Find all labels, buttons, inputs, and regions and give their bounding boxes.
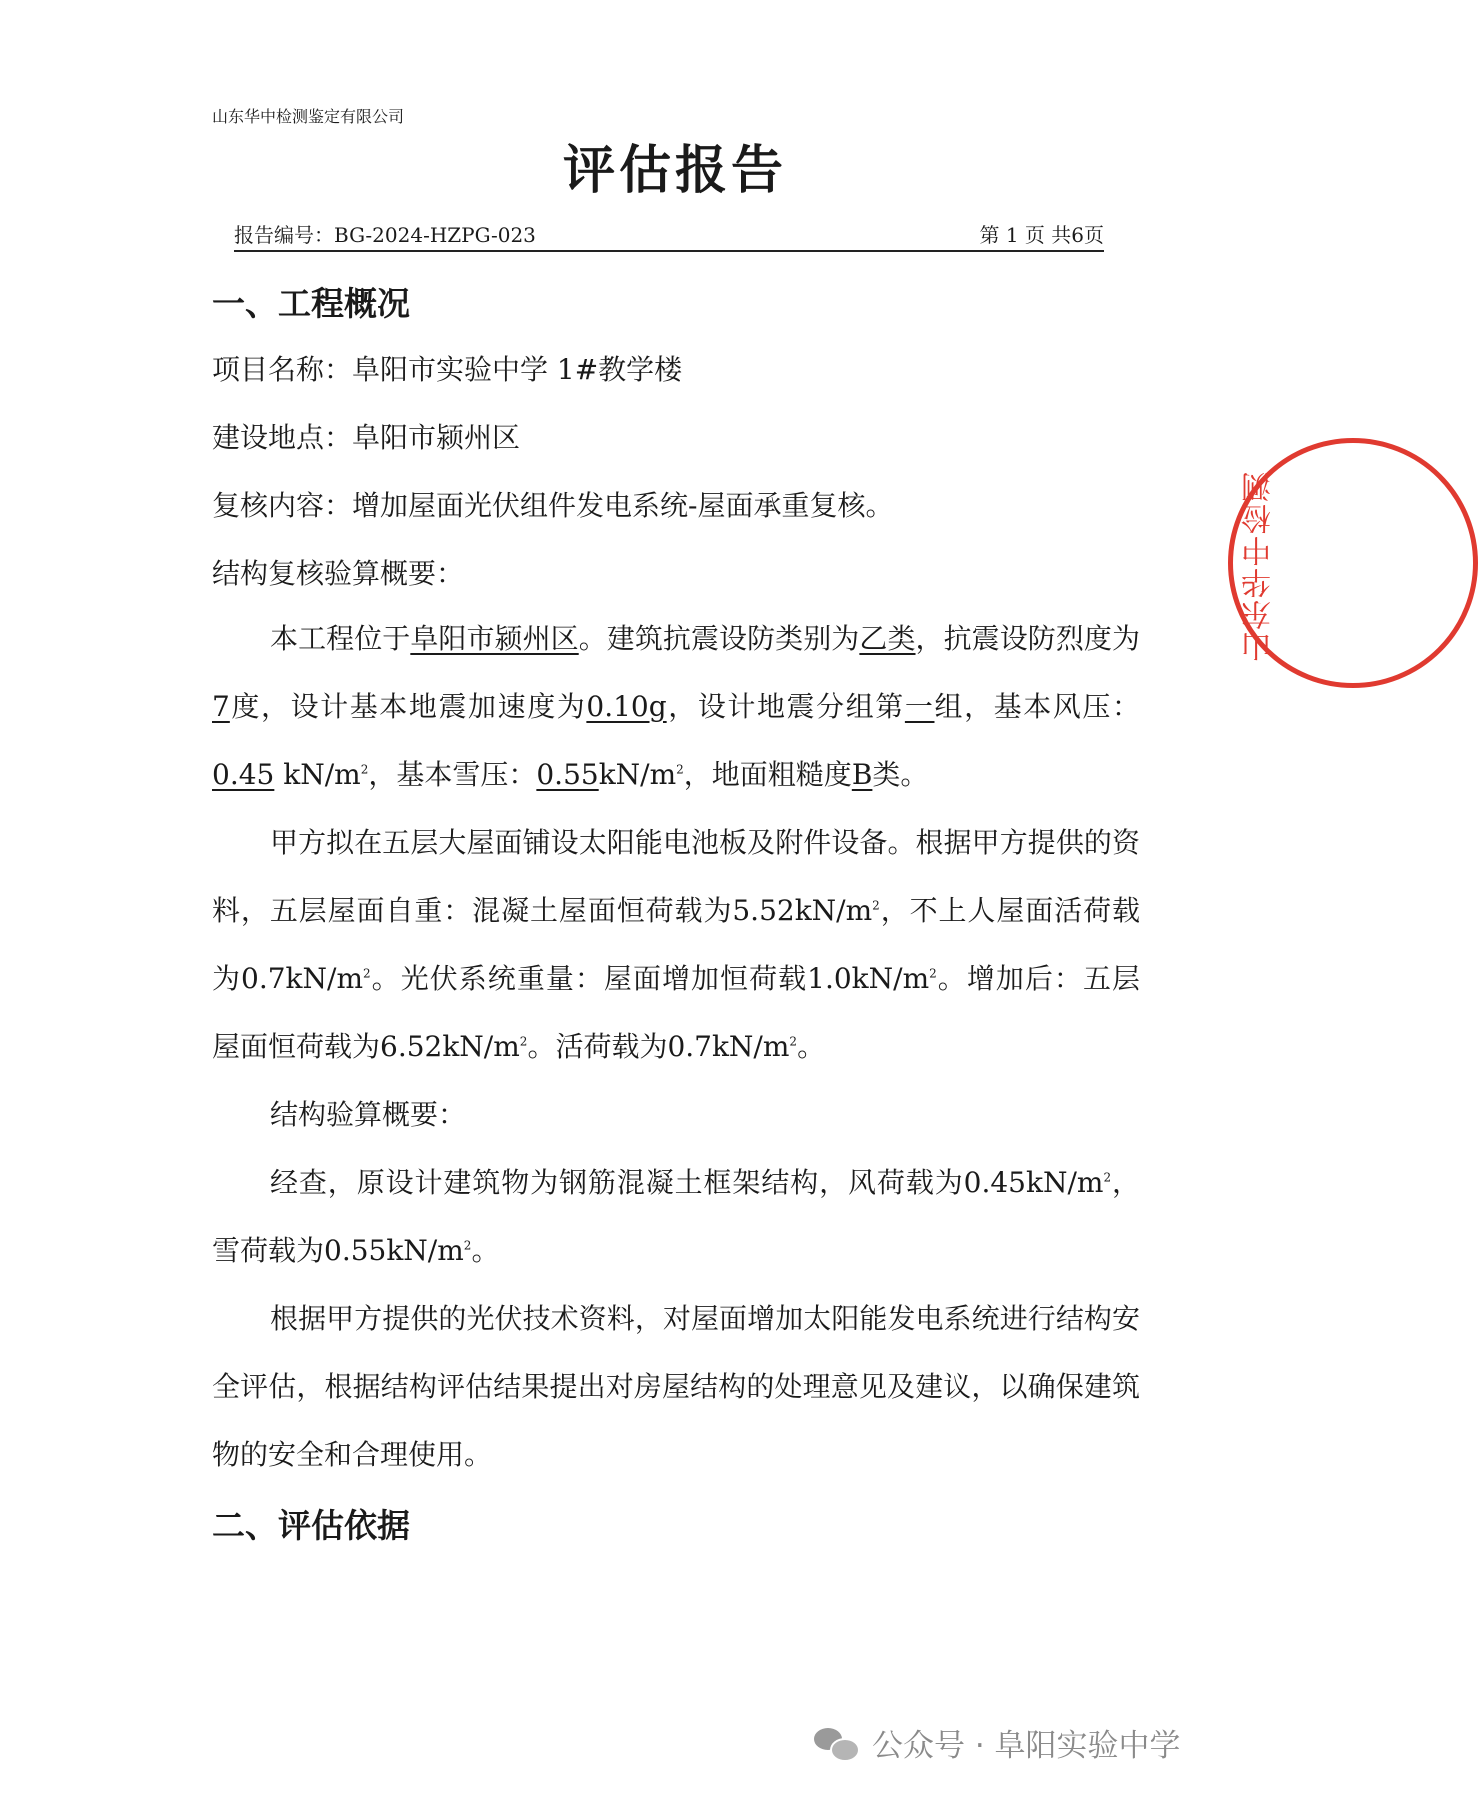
text: 。活荷载为0.7kN/m — [527, 1030, 790, 1063]
text: ，雪荷载为0.55kN/m — [212, 1166, 1140, 1267]
superscript: 2 — [789, 1034, 798, 1049]
underlined-value: 阜阳市颍州区 — [410, 622, 579, 655]
text: ，不上人屋面活荷载为0.7kN/m — [212, 894, 1140, 995]
structure-summary-label: 结构复核验算概要： — [212, 557, 465, 590]
text: 类。 — [872, 758, 929, 791]
project-name: 项目名称：阜阳市实验中学 1#教学楼 — [212, 353, 683, 386]
text: kN/m — [598, 758, 677, 791]
text: ，设计地震分组第 — [666, 690, 905, 723]
text: kN/m — [283, 758, 361, 791]
superscript: 2 — [872, 898, 880, 913]
text: 本工程位于 — [270, 622, 411, 655]
underlined-value: B — [851, 758, 873, 791]
section-heading-basis: 二、评估依据 — [212, 1506, 410, 1545]
text: 。建筑抗震设防类别为 — [578, 622, 860, 655]
text: ，地面粗糙度 — [683, 758, 852, 791]
underlined-value: 7 — [212, 690, 230, 723]
report-number: 报告编号：BG-2024-HZPG-023 — [234, 223, 536, 247]
superscript: 2 — [929, 966, 937, 981]
text: ，抗震设防烈度为 — [915, 622, 1140, 655]
superscript: 2 — [360, 762, 369, 777]
text: ，基本雪压： — [368, 758, 537, 791]
superscript: 2 — [363, 966, 371, 981]
text: 。光伏系统重量：屋面增加恒荷载1.0kN/m — [370, 962, 930, 995]
wechat-icon — [814, 1726, 858, 1760]
text: 经查，原设计建筑物为钢筋混凝土框架结构，风荷载为0.45kN/m — [270, 1166, 1104, 1199]
review-content: 复核内容：增加屋面光伏组件发电系统-屋面承重复核。 — [212, 489, 894, 522]
text: 。 — [797, 1030, 826, 1063]
superscript: 2 — [519, 1034, 528, 1049]
report-title: 评估报告 — [562, 141, 787, 201]
underlined-value: 0.55 — [536, 758, 599, 791]
paragraph-assessment-purpose: 根据甲方提供的光伏技术资料，对屋面增加太阳能发电系统进行结构安全评估，根据结构评估结果提出对房屋结构的处理意见及建议，以确保建筑物的安全和合理使用。 — [212, 1302, 1140, 1471]
underlined-value: 0.10g — [586, 690, 667, 723]
calc-summary-label: 结构验算概要： — [270, 1098, 467, 1131]
superscript: 2 — [1103, 1170, 1112, 1185]
section-heading-overview: 一、工程概况 — [212, 284, 410, 323]
page-indicator: 第 1 页 共6页 — [979, 223, 1104, 247]
underlined-value: 乙类 — [859, 622, 916, 655]
text: 甲方拟在五层大屋面铺设太阳能电池板及附件设备。根据甲方提供的资料，五层屋面自重：混凝土屋面恒荷载为5.52kN/m — [212, 826, 1140, 927]
paragraph-roof-loads — [212, 809, 1140, 1081]
underlined-value: 一 — [904, 690, 935, 723]
watermark-text: 公众号 · 阜阳实验中学 — [872, 1728, 1181, 1764]
watermark — [814, 1720, 1181, 1765]
superscript: 2 — [676, 762, 684, 777]
paragraph-site-parameters — [212, 605, 1140, 809]
text: 组，基本风压： — [934, 690, 1140, 723]
report-meta-row — [234, 222, 1104, 252]
text: 。 — [471, 1234, 500, 1267]
stamp-text: 山东华中检测 — [1242, 470, 1277, 662]
paragraph-original-design — [212, 1149, 1140, 1285]
underlined-value: 0.45 — [212, 758, 275, 791]
superscript: 2 — [463, 1238, 472, 1253]
text: 。增加后：五层屋面恒荷载为6.52kN/m — [212, 962, 1140, 1063]
company-name: 山东华中检测鉴定有限公司 — [212, 107, 405, 126]
text: 度，设计基本地震加速度为 — [229, 690, 587, 723]
project-location: 建设地点：阜阳市颍州区 — [212, 421, 521, 454]
